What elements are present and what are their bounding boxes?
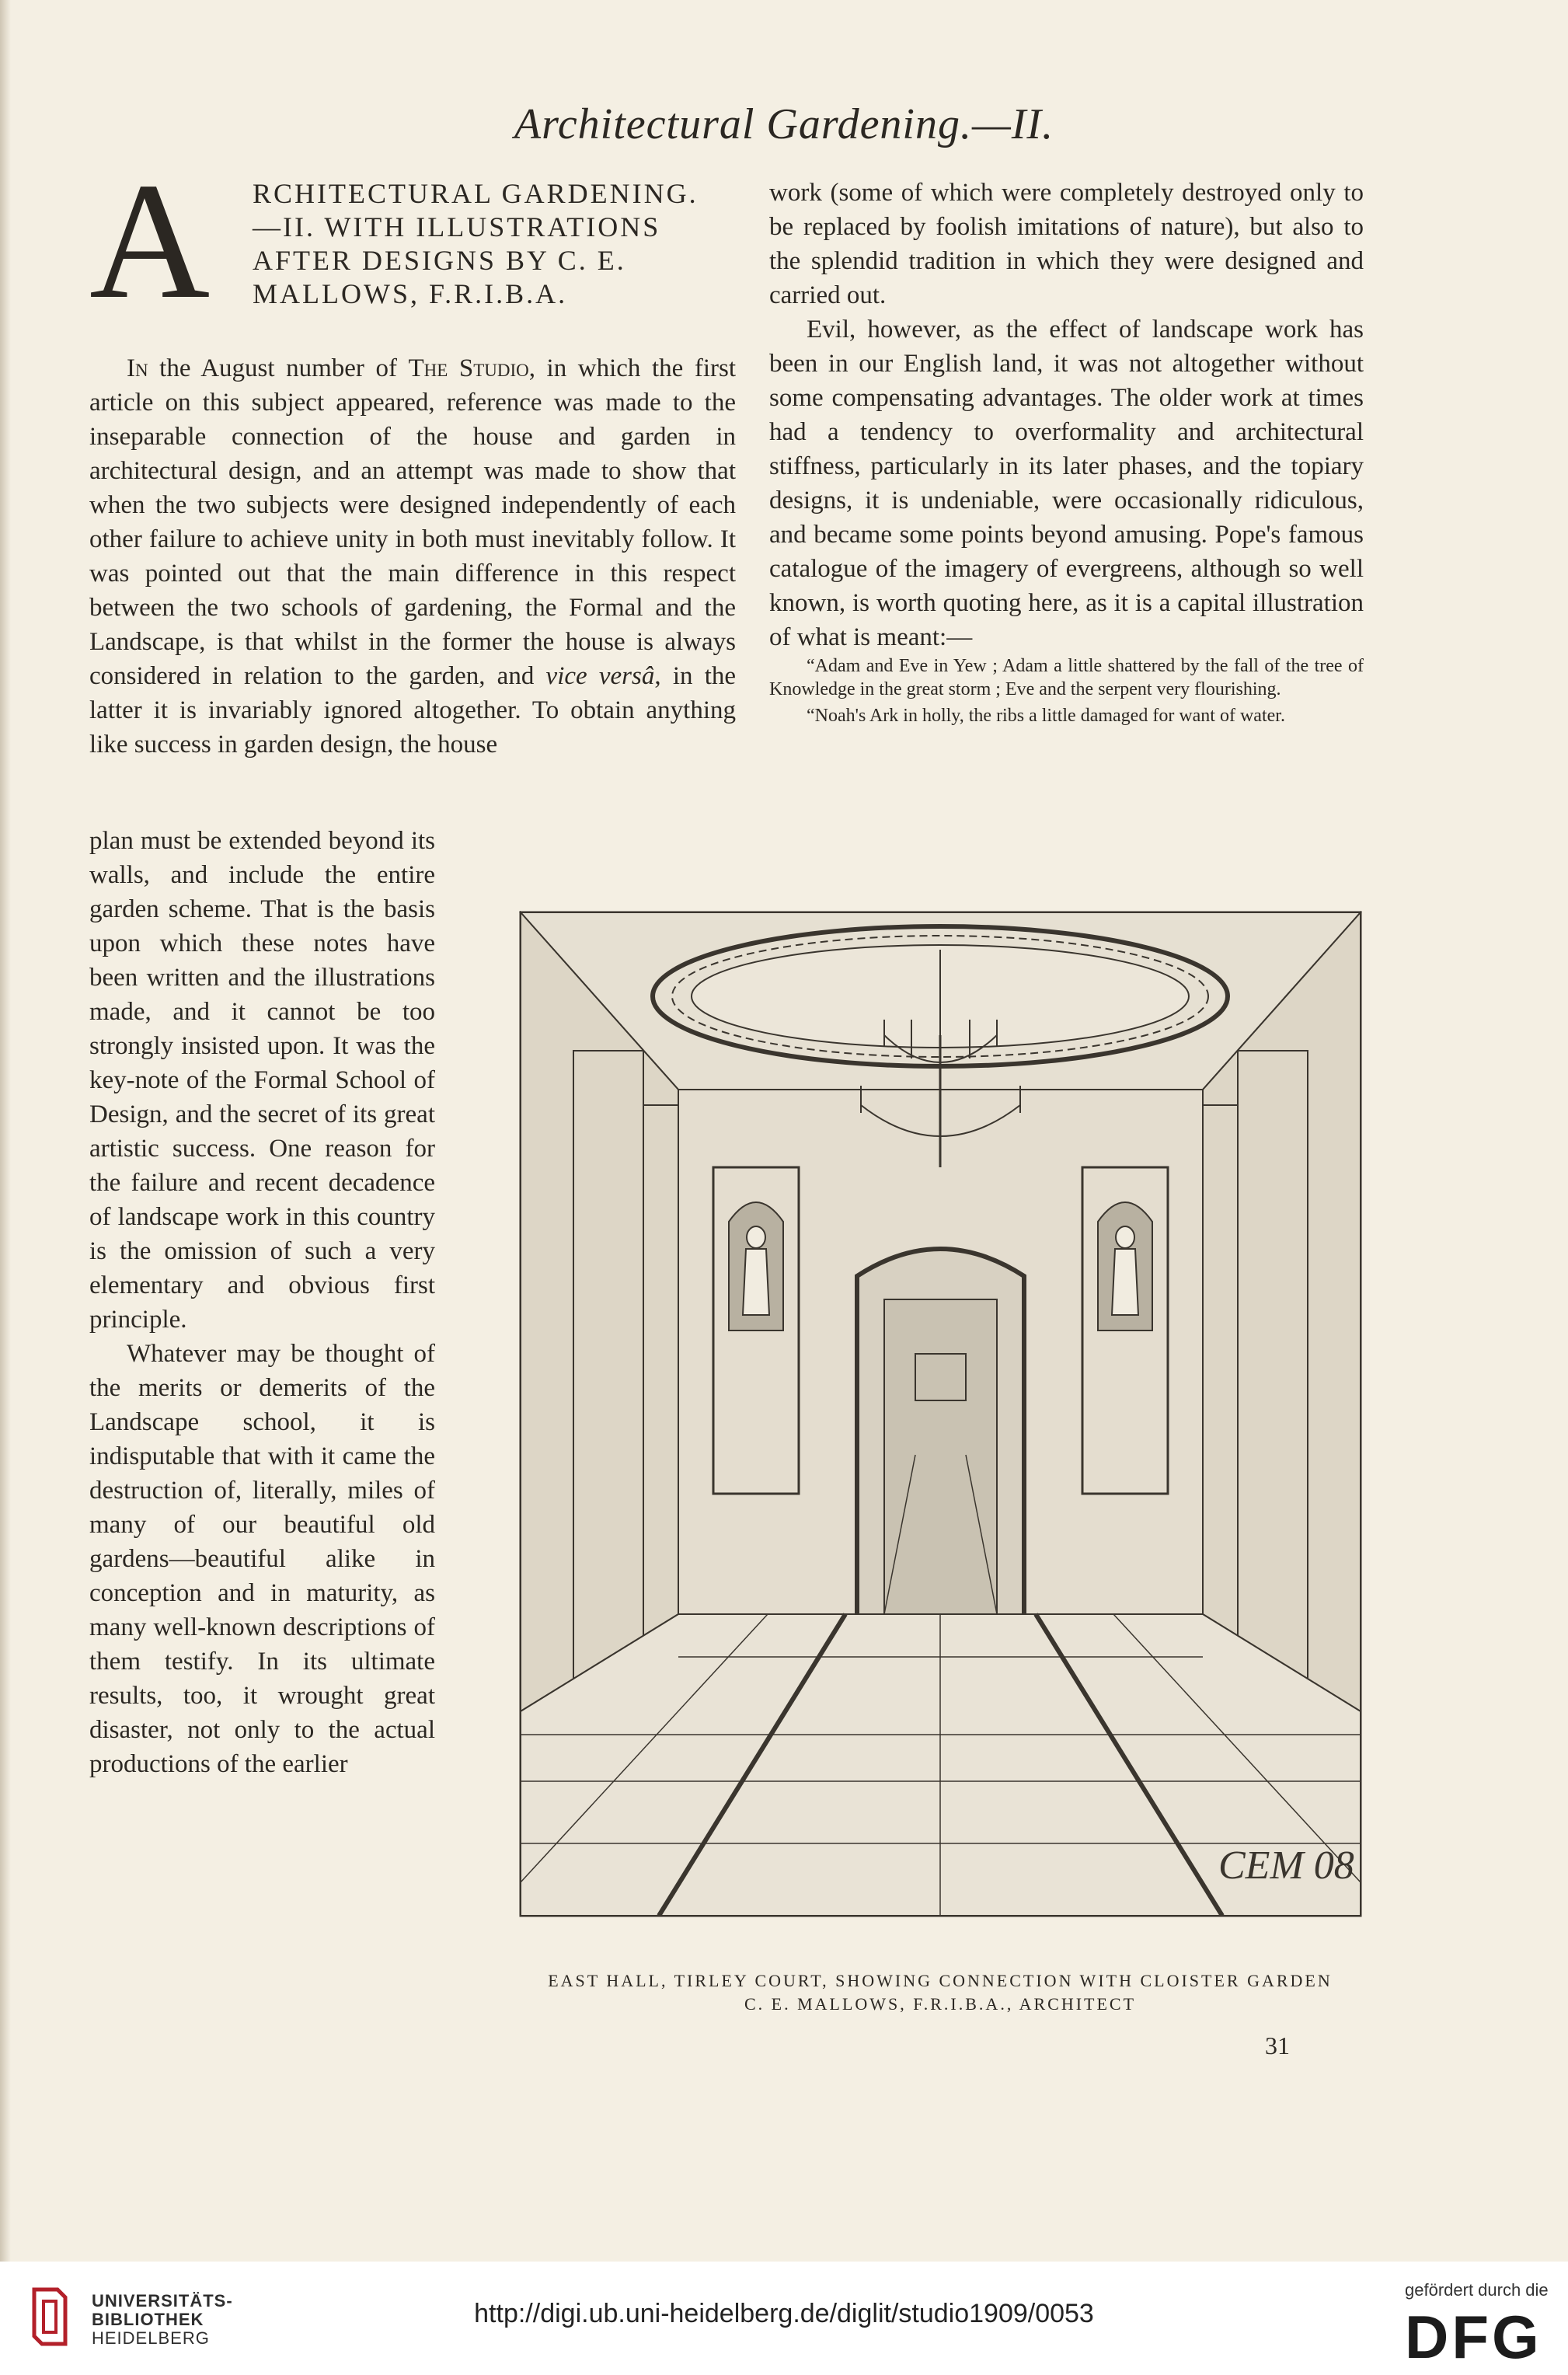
library-name: BIBLIOTHEK <box>92 2310 204 2329</box>
right-column <box>769 176 1364 727</box>
page-edge <box>0 0 11 2262</box>
paragraph-intro <box>89 351 736 762</box>
smallcap-word: In <box>127 354 148 382</box>
text-run: , in which the first article on this subject appeared, reference was made to the inseparable connection of the house and garden in architectural design, and an attempt was made to show that when the two subjects were designed independently of each other failure to achieve unity in both must inevitably follow. It was pointed out that the main difference in this respect between the two schools of gardening, the Formal and the Landscape, is that whilst in the former the house is always considered in relation to the garden, and <box>89 354 736 690</box>
source-url[interactable]: http://digi.ub.uni-heidelberg.de/diglit/studio1909/0053 <box>474 2299 1094 2328</box>
magazine-title: The Studio <box>408 354 529 382</box>
library-city: HEIDELBERG <box>92 2328 210 2348</box>
text-run: , in the latter it is invariably ignored altogether. To obtain anything like success in garden design, the house <box>89 662 737 759</box>
hall-illustration <box>519 911 1362 1917</box>
heading-line: MALLOWS, F.R.I.B.A. <box>253 278 568 309</box>
left-column-wide <box>89 351 736 762</box>
funding-note: gefördert durch die <box>1405 2280 1549 2300</box>
text-run: the August number of <box>148 354 409 382</box>
left-column-narrow <box>89 824 435 1781</box>
page-number: 31 <box>1265 2031 1290 2059</box>
quotation: “Adam and Eve in Yew ; Adam a little shattered by the fall of the tree of Knowledge in the great storm ; Eve and the serpent very flourishing. <box>769 656 1364 699</box>
heading-line: AFTER DESIGNS BY C. E. <box>253 245 626 276</box>
digitization-footer <box>0 2262 1568 2375</box>
running-head: Architectural Gardening.—II. <box>514 100 1054 148</box>
artist-signature: CEM 08 <box>1218 1843 1354 1888</box>
paragraph: Whatever may be thought of the merits or demerits of the Landscape school, it is indisputable that with it came the destruction of, literally, miles of many of our beautiful old gardens—beautiful alike in conception and in maturity, as many well-known descriptions of them testify. In its ultimate results, too, it wrought great disaster, not only to the actual productions of the earlier <box>89 1340 435 1778</box>
caption-credit: C. E. MALLOWS, F.R.I.B.A., ARCHITECT <box>744 1994 1137 2014</box>
paragraph: Evil, however, as the effect of landscape work has been in our English land, it was not altogether without some compensating advantages. The older work at times had a tendency to overformality and architectural stiffness, particularly in its later phases, and the topiary designs, it is undeniable, were occasionally ridiculous, and became some points beyond amusing. Pope's famous catalogue of the imagery of evergreens, although so well known, is worth quoting here, as it is a capital illustration of what is meant:— <box>769 316 1364 651</box>
library-name: UNIVERSITÄTS- <box>92 2291 233 2310</box>
quotation: “Noah's Ark in holly, the ribs a little damaged for want of water. <box>807 706 1285 726</box>
dfg-logo: DFG <box>1405 2303 1542 2371</box>
paragraph: plan must be extended beyond its walls, and include the entire garden scheme. That is the basis upon which these notes have been written and the illustrations made, and it cannot be too strongly insisted upon. It was the key-note of the Formal School of Design, and the secret of its great artistic success. One reason for the failure and recent decadence of landscape work in this country is the omission of such a very elementary and obvious first principle. <box>89 827 435 1334</box>
heading-line: —II. WITH ILLUSTRATIONS <box>253 211 661 242</box>
paragraph: work (some of which were completely destroyed only to be replaced by foolish imitations of nature), but also to the splendid tradition in which they were designed and carried out. <box>769 179 1364 309</box>
heading-line: RCHITECTURAL GARDENING. <box>253 178 699 209</box>
article-heading <box>253 177 742 311</box>
caption-line: EAST HALL, TIRLEY COURT, SHOWING CONNECTION WITH CLOISTER GARDEN <box>548 1971 1333 1990</box>
italic-phrase: vice versâ <box>545 662 655 690</box>
drop-cap: A <box>89 148 211 333</box>
